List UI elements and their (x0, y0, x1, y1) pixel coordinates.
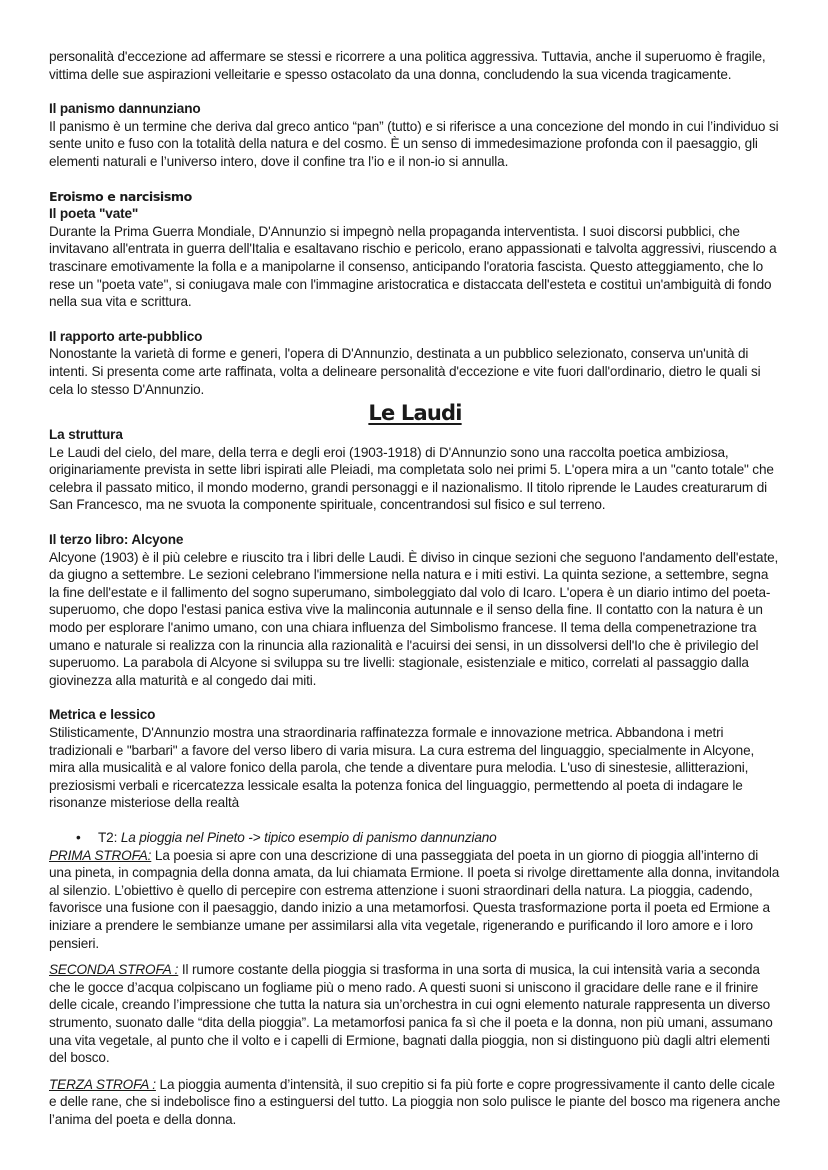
section-heading: Eroismo e narcisismo (49, 188, 192, 204)
spacer (49, 952, 781, 961)
spacer (49, 812, 781, 829)
section-body: Durante la Prima Guerra Mondiale, D'Annunzio si impegnò nella propaganda interventista. I suoi discorsi pubblici, che invitavano all'entrata in guerra dell'Italia e esaltavano rischio e pericolo, erano appassionati e talvolta aggressivi, riuscendo a trascinare emotivamente la folla e a manipolarne il consenso, anticipando l'oratoria fascista. Questo atteggiamento, che lo rese un "poeta vate", si coniugava male con l'immagine aristocratica e distaccata dell'esteta e costituì un'ambiguità di fondo nella sua vita e scrittura. (49, 223, 777, 310)
section-subheading: Il poeta "vate" (49, 206, 139, 222)
bullet-item-t2 (49, 829, 781, 847)
section-body: Le Laudi del cielo, del mare, della terra e degli eroi (1903-1918) di D'Annunzio sono una raccolta poetica ambiziosa, originariamente prevista in sette libri ispirati alle Pleiadi, ma completata solo nei primi 5. L'opera mira a un "canto totale" che celebra il passato mitico, il mondo moderno, grandi personaggi e il nazionalismo. Il titolo riprende le Laudes creaturarum di San Francesco, ma ne svuota la componente spirituale, concentrandosi sul fisico e sul terreno. (49, 444, 774, 513)
section-body: Nonostante la varietà di forme e generi, l'opera di D'Annunzio, destinata a un pubblico selezionato, conserva un'unità di intenti. Si presenta come arte raffinata, volta a delineare personalità d'eccezione e vite fuori dall'ordinario, dietro le quali si cela lo stesso D'Annunzio. (49, 346, 761, 397)
section-heading: Metrica e lessico (49, 707, 156, 723)
strofa-label: PRIMA STROFA: (49, 847, 152, 863)
section-body: Il panismo è un termine che deriva dal greco antico “pan” (tutto) e si riferisce a una concezione del mondo in cui l’individuo si sente unito e fuso con la totalità della natura e del cosmo. È un senso di immedesimazione profonda con il paesaggio, gli elementi naturali e l’universo intero, dove il confine tra l’io e il non-io si annulla. (49, 118, 779, 169)
spacer (49, 171, 781, 188)
strofa-3 (49, 1076, 781, 1129)
page-title: Le Laudi (368, 401, 462, 426)
section-body: Alcyone (1903) è il più celebre e riuscito tra i libri delle Laudi. È diviso in cinque sezioni che seguono l'andamento dell'estate, da giugno a settembre. Le sezioni celebrano l'immersione nella natura e i miti estivi. La quinta sezione, a settembre, segna la fine dell'estate e il fallimento del sogno superumano, simboleggiato dal volo di Icaro. L'opera è un diario intimo del poeta-superuomo, che dopo l'estasi panica estiva vive la malinconia autunnale e il senso della fine. Il contatto con la natura è un modo per esplorare l'animo umano, con una chiara influenza del Simbolismo francese. Il tema della compenetrazione tra umano e naturale si realizza con la rinuncia alla razionalità e l'acuirsi dei sensi, in un dissolversi dell'Io che è privilegio del superuomo. La parabola di Alcyone si sviluppa su tre livelli: stagionale, esistenziale e mitico, correlati al passaggio dalla giovinezza alla maturità e al congedo dai miti. (49, 549, 779, 688)
strofa-2 (49, 961, 781, 1067)
poem-title: La pioggia nel Pineto -> tipico esempio di panismo dannunziano (120, 829, 497, 845)
section-heading: Il rapporto arte-pubblico (49, 328, 203, 344)
bullet-prefix: T2: (98, 829, 121, 845)
strofa-label: TERZA STROFA : (49, 1076, 156, 1092)
spacer (49, 311, 781, 328)
bullet-text (98, 829, 497, 847)
section-struttura (49, 426, 781, 514)
section-body: Stilisticamente, D'Annunzio mostra una straordinaria raffinatezza formale e innovazione metrica. Abbandona i metri tradizionali e "barbari" a favore del verso libero di varia misura. La cura estrema del linguaggio, specialmente in Alcyone, mira alla musicalità e al valore fonico della parola, che tende a diventare pura melodia. L'uso di sinestesie, allitterazioni, preziosismi verbali e ricercatezza lessicale esalta la potenza fonica del linguaggio, permettendo al poeta di indagare le risonanze misteriose della realtà (49, 725, 755, 811)
section-heading: Il terzo libro: Alcyone (49, 532, 184, 548)
strofa-text: La poesia si apre con una descrizione di una passeggiata del poeta in un giorno di pioggia all’interno di una pineta, in compagnia della donna amata, da lui chiamata Ermione. Il poeta si rivolge direttamente alla donna, invitandola al silenzio. L’obiettivo è quello di percepire con estrema attenzione i suoni straordinari della natura. La pioggia, cadendo, favorisce una fusione con il paesaggio, dando inizio a una metamorfosi. Questa trasformazione porta il poeta ed Ermione a iniziare a prendere le sembianze umane per assimilarsi alla vita vegetale, rigenerando e purificando il loro amore e i loro pensieri. (49, 847, 780, 951)
section-heading: Il panismo dannunziano (49, 101, 201, 117)
spacer (49, 689, 781, 706)
bullet-icon: • (76, 829, 81, 845)
section-alcyone (49, 531, 781, 689)
section-t2 (49, 829, 781, 1129)
strofa-label: SECONDA STROFA : (49, 962, 179, 978)
spacer (49, 83, 781, 100)
document-page (49, 48, 781, 1128)
section-heading: La struttura (49, 427, 123, 443)
spacer (49, 1067, 781, 1076)
strofa-1 (49, 847, 781, 953)
strofa-text: Il rumore costante della pioggia si trasforma in una sorta di musica, la cui intensità varia a seconda che le gocce d’acqua colpiscano un fogliame più o meno rado. A questi suoni si uniscono il gracidare delle rane e il frinire delle cicale, creando l’impressione che tutta la natura sia un’orchestra in cui ogni elemento naturale rappresenta un diverso strumento, suonato dalle “dita della pioggia”. La metamorfosi panica fa sì che il poeta e la donna, non più umani, assumano una vita vegetale, al punto che il volto e i capelli di Ermione, bagnati dalla pioggia, non si distinguono più dagli altri elementi del bosco. (49, 962, 773, 1066)
section-eroismo (49, 188, 781, 311)
spacer (49, 514, 781, 531)
strofa-text: La pioggia aumenta d’intensità, il suo crepitio si fa più forte e copre progressivamente il canto delle cicale e delle rane, che si indebolisce fino a estinguersi del tutto. La pioggia non solo pulisce le piante del bosco ma rigenera anche l’anima del poeta e della donna. (49, 1076, 781, 1127)
section-metrica (49, 706, 781, 812)
section-arte-pubblico (49, 328, 781, 398)
section-panismo (49, 100, 781, 170)
intro-paragraph: personalità d'eccezione ad affermare se stessi e ricorrere a una politica aggressiva. Tuttavia, anche il superuomo è fragile, vittima delle sue aspirazioni velleitarie e spesso ostacolato da una donna, concludendo la sua vicenda tragicamente. (49, 49, 766, 82)
